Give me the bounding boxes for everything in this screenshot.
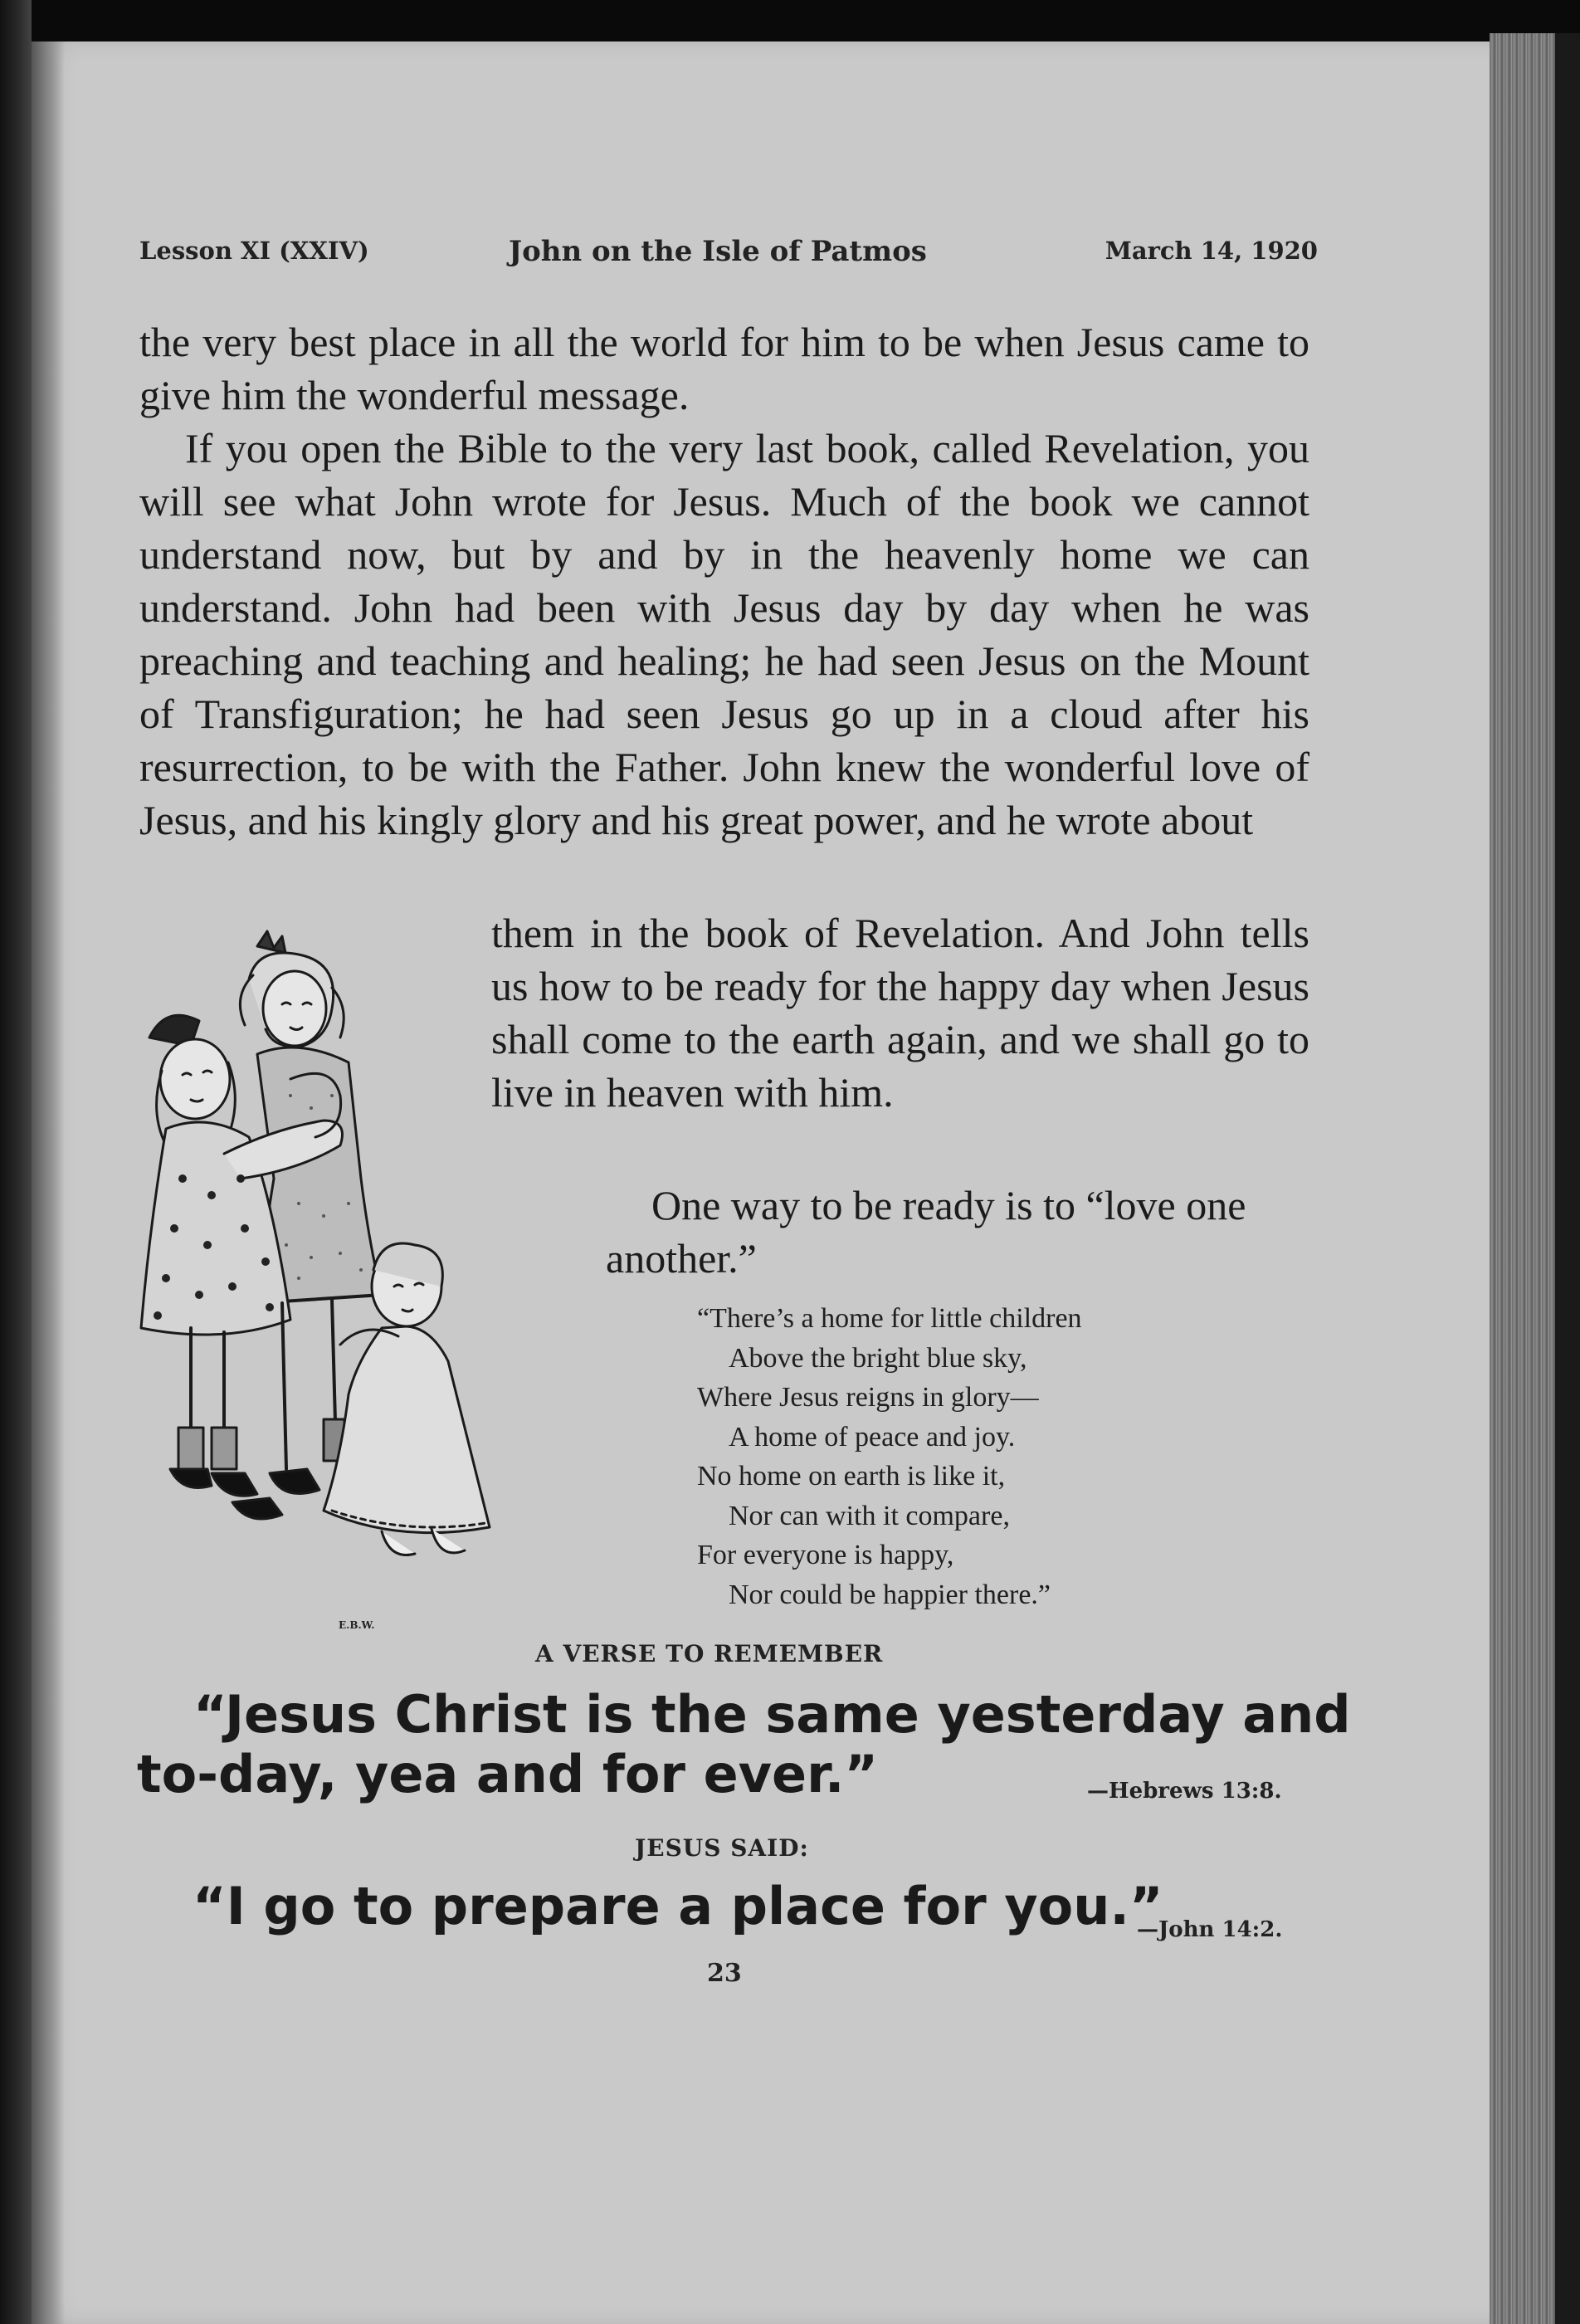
hymn-poem bbox=[697, 1299, 1295, 1614]
scan-top-border bbox=[0, 0, 1580, 42]
paragraph-revelation-wrap: them in the book of Revelation. And John tells us how to be ready for the happy day when Jesus shall come to the earth again, and we shall go to live in heaven with him. bbox=[491, 910, 1309, 1116]
body-text bbox=[139, 315, 1309, 847]
page-gutter-shadow bbox=[32, 42, 65, 2324]
memory-verse-line-1: “Jesus Christ is the same yesterday and bbox=[193, 1684, 1351, 1745]
scan-left-border bbox=[0, 0, 32, 2324]
paragraph-love-one-another: One way to be ready is to “love one another.” bbox=[606, 1182, 1246, 1282]
lesson-date: March 14, 1920 bbox=[1105, 237, 1318, 265]
poem-line: No home on earth is like it, bbox=[697, 1461, 1006, 1492]
memory-verse-line-2: to-day, yea and for ever.” bbox=[137, 1744, 879, 1804]
running-header bbox=[139, 237, 1318, 278]
poem-line: “There’s a home for little children bbox=[697, 1303, 1082, 1334]
lesson-title: John on the Isle of Patmos bbox=[509, 235, 927, 268]
verse-heading: A VERSE TO REMEMBER bbox=[535, 1640, 884, 1667]
page-stack-edges bbox=[1490, 33, 1580, 2324]
jesus-said-quote: “I go to prepare a place for you.” bbox=[193, 1876, 1163, 1936]
illustrator-signature: E.B.W. bbox=[339, 1619, 375, 1631]
paragraph-revelation: If you open the Bible to the very last book, called Revelation, you will see what John wrote for Jesus. Much of the book we cannot understand now, but by and by in the heavenly home we can understand. John had been with Jesus day by day when he was preaching and teaching and healing; he had seen Jesus on the Mount of Transfiguration; he had seen Jesus go up in a cloud after his resurrection, to be with the Father. John knew the wonderful love of Jesus, and his kingly glory and his great power, and he wrote about bbox=[139, 425, 1309, 843]
jesus-said-heading: JESUS SAID: bbox=[635, 1834, 809, 1862]
memory-verse-reference: —Hebrews 13:8. bbox=[1087, 1779, 1282, 1804]
poem-line: Above the bright blue sky, bbox=[729, 1342, 1027, 1374]
poem-line: Nor can with it compare, bbox=[729, 1500, 1010, 1531]
poem-line: A home of peace and joy. bbox=[729, 1421, 1016, 1452]
jesus-said-reference: —John 14:2. bbox=[1137, 1917, 1283, 1942]
lesson-number: Lesson XI (XXIV) bbox=[139, 237, 369, 265]
poem-line: Nor could be happier there.” bbox=[729, 1579, 1051, 1610]
paragraph-continuation: the very best place in all the world for him to be when Jesus came to give him the wonderful message. bbox=[139, 319, 1309, 418]
page-number: 23 bbox=[707, 1959, 742, 1988]
poem-line: For everyone is happy, bbox=[697, 1540, 954, 1570]
poem-line: Where Jesus reigns in glory— bbox=[697, 1382, 1039, 1413]
children-hugging-illustration bbox=[133, 930, 597, 1635]
